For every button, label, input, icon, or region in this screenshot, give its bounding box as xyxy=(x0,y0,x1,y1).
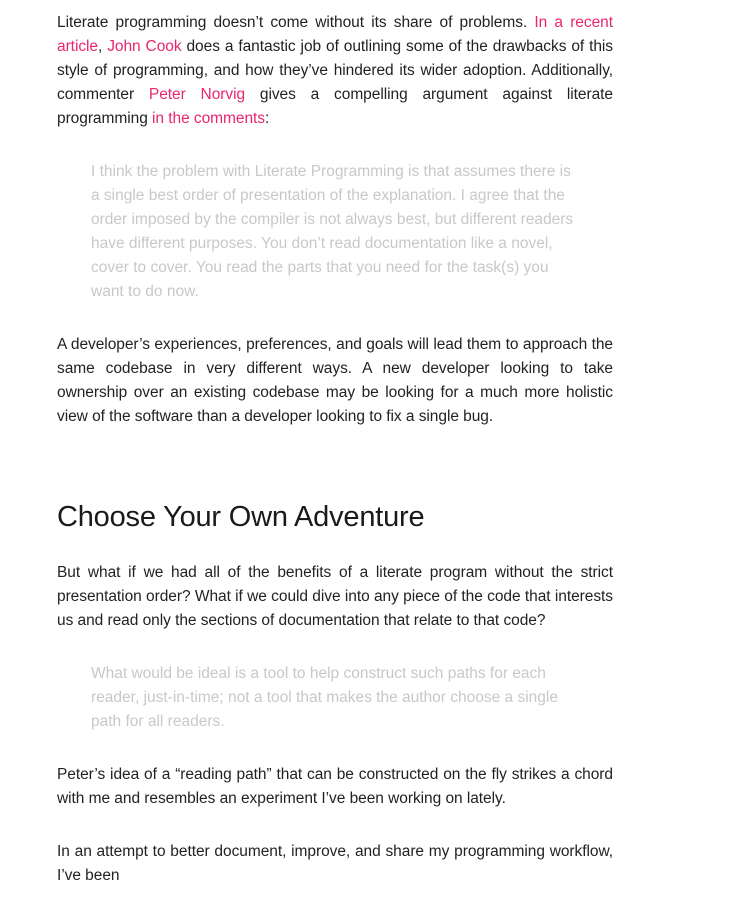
section-heading: Choose Your Own Adventure xyxy=(57,501,425,533)
blockquote-reading-path xyxy=(57,662,613,734)
paragraph-developer-experiences: A developer’s experiences, preferences, and goals will lead them to approach the same codebase in very different ways. A new developer looking to take ownership over an existing codebase may be looking for a much more holistic view of the software than a developer looking to fix a single bug. xyxy=(57,336,613,425)
text-fragment: : xyxy=(265,110,270,127)
text-fragment: Literate programming doesn’t come without its share of problems. xyxy=(57,14,535,31)
paragraph-benefits-question: But what if we had all of the benefits of a literate program without the strict presentation order? What if we could dive into any piece of the code that interests us and read only the sections of documentation that relate to that code? xyxy=(57,564,613,629)
quote-text: I think the problem with Literate Programming is that assumes there is a single best order of presentation of the explanation. I agree that the order imposed by the compiler is not always best, but different readers have different purposes. You don’t read documentation like a novel, cover to cover. You read the parts that you need for the task(s) you want to do now. xyxy=(91,163,574,300)
link-in-the-comments[interactable]: in the comments xyxy=(152,110,265,127)
text-fragment: , xyxy=(98,38,108,55)
paragraph-literate-problems xyxy=(57,11,613,131)
article-content xyxy=(57,11,613,917)
link-peter-norvig[interactable]: Peter Norvig xyxy=(148,86,246,103)
text-fragment: does a fantastic job of outlining some of the drawbacks of this style of programming, and how they’ve hindered its wider adoption. Additionally, commenter xyxy=(57,38,614,103)
text-fragment: gives a compelling argument against literate programming xyxy=(57,86,613,127)
link-recent-article[interactable]: In a recent article xyxy=(57,14,613,55)
blockquote-norvig-comment xyxy=(57,160,613,304)
paragraph-reading-path: Peter’s idea of a “reading path” that can be constructed on the fly strikes a chord with me and resembles an experiment I’ve been working on lately. xyxy=(57,766,613,807)
link-john-cook[interactable]: John Cook xyxy=(107,38,182,55)
paragraph-workflow: In an attempt to better document, improve, and share my programming workflow, I’ve been xyxy=(57,843,613,884)
quote-text: What would be ideal is a tool to help construct such paths for each reader, just-in-time; not a tool that makes the author choose a single path for all readers. xyxy=(91,665,558,730)
